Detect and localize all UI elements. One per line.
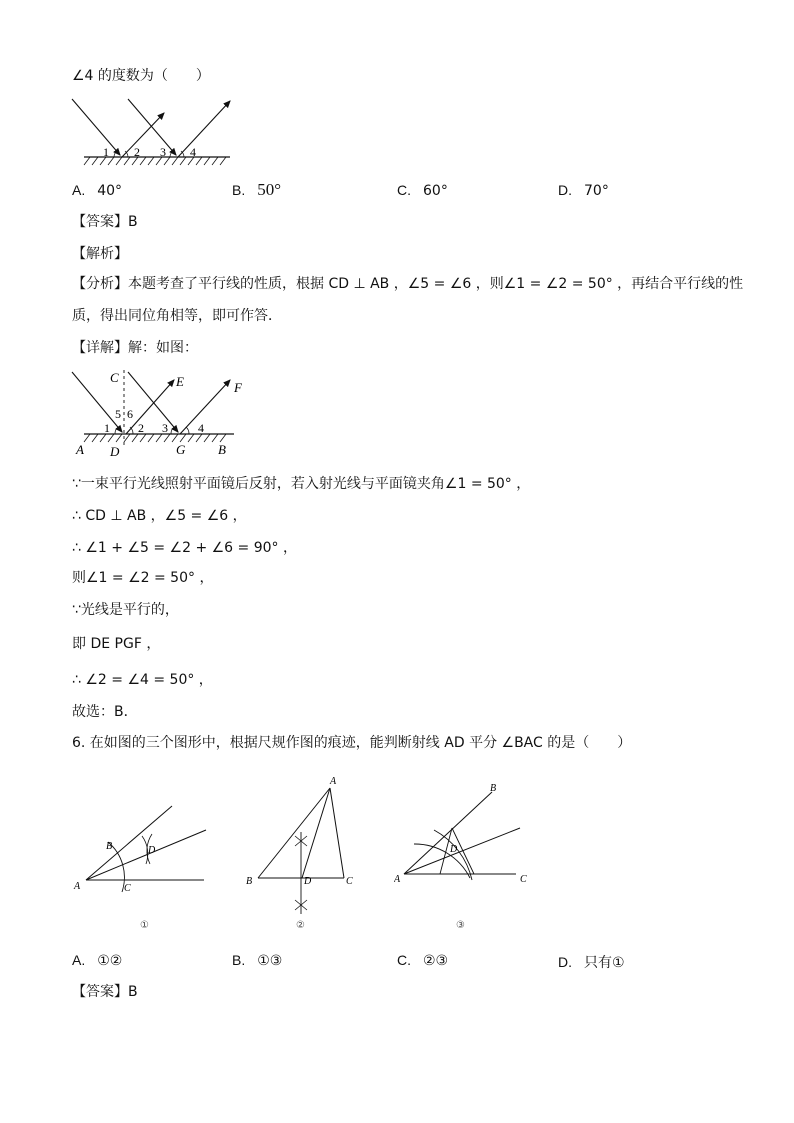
fig2-label-b: B: [246, 876, 253, 887]
q5-analysis-line-2: 质，得出同位角相等，即可作答．: [72, 308, 282, 324]
q5-angle-4-label: 4: [190, 145, 196, 159]
q5-angle-2-label: 2: [134, 145, 140, 159]
q6-stem: 6. 在如图的三个图形中，根据尺规作图的痕迹，能判断射线 AD 平分 ∠BAC 的是（ ）: [72, 735, 632, 751]
q5-step-7: ∴ ∠2 = ∠4 = 50° ，: [72, 672, 213, 688]
q5-step-8: 故选：B．: [72, 704, 138, 720]
q5-detail-heading: 【详解】解：如图：: [72, 340, 198, 356]
fig1-label-d: D: [148, 845, 156, 856]
fig1-label-b: B: [106, 841, 113, 852]
fig1-label-a: A: [74, 881, 81, 892]
q5-step-5: ∵光线是平行的，: [72, 602, 179, 618]
q6-figure-1: [72, 792, 212, 896]
q5-option-d: D. 70°: [558, 182, 609, 199]
q5-answer: 【答案】B: [72, 214, 138, 230]
q6-caption-3: ③: [456, 920, 465, 931]
fig3-label-b: B: [490, 783, 497, 794]
detail-angle-1: 1: [104, 421, 110, 435]
q6-figure-3: [394, 782, 534, 894]
detail-label-e: E: [176, 374, 184, 389]
q6-option-d: D. 只有①: [558, 954, 625, 971]
detail-label-a: A: [76, 442, 84, 457]
q5-analysis-heading: 【解析】: [72, 246, 128, 262]
q6-option-b: B. ①③: [232, 952, 283, 969]
fig3-label-c: C: [520, 874, 527, 885]
q5-angle-1-label: 1: [103, 145, 109, 159]
q5-option-c: C. 60°: [397, 182, 448, 199]
q5-analysis-line-1: 【分析】本题考查了平行线的性质，根据 CD ⊥ AB ，∠5 = ∠6 ，则∠1 = ∠2 = 50° ，再结合平行线的性: [72, 276, 744, 292]
q6-caption-1: ①: [140, 920, 149, 931]
q5-step-3: ∴ ∠1 + ∠5 = ∠2 + ∠6 = 90° ，: [72, 540, 297, 556]
detail-label-d: D: [110, 444, 120, 459]
detail-label-b: B: [218, 442, 226, 457]
q5-step-1: ∵一束平行光线照射平面镜后反射，若入射光线与平面镜夹角∠1 = 50° ，: [72, 476, 531, 492]
detail-angle-3: 3: [162, 421, 168, 435]
q5-step-4: 则∠1 = ∠2 = 50° ，: [72, 570, 214, 586]
fig3-label-a: A: [394, 874, 401, 885]
detail-label-c: C: [110, 370, 119, 385]
fig3-label-d: D: [450, 844, 458, 855]
q6-option-c: C. ②③: [397, 952, 449, 969]
detail-label-f: F: [234, 380, 242, 395]
q6-figure-2: [240, 774, 370, 916]
q6-caption-2: ②: [296, 920, 305, 931]
q5-mirror-figure: [70, 95, 240, 167]
q6-answer: 【答案】B: [72, 984, 138, 1000]
detail-angle-2: 2: [138, 421, 144, 435]
q5-step-2: ∴ CD ⊥ AB ，∠5 = ∠6 ，: [72, 508, 247, 524]
q6-option-a: A. ①②: [72, 952, 123, 969]
q5-detail-figure: [70, 366, 250, 462]
fig1-label-c: C: [124, 883, 131, 894]
fig2-label-a: A: [330, 776, 337, 787]
q5-step-6: 即 DE PGF ，: [72, 636, 161, 652]
detail-angle-6: 6: [127, 407, 133, 421]
q5-option-b: B. 50°: [232, 180, 282, 199]
q5-stem: ∠4 的度数为（ ）: [72, 68, 210, 84]
detail-angle-4: 4: [198, 421, 204, 435]
detail-angle-5: 5: [115, 407, 121, 421]
fig2-label-d: D: [304, 876, 312, 887]
fig2-label-c: C: [346, 876, 353, 887]
q5-option-a: A. 40°: [72, 182, 123, 199]
q5-angle-3-label: 3: [160, 145, 166, 159]
detail-label-g: G: [176, 442, 186, 457]
